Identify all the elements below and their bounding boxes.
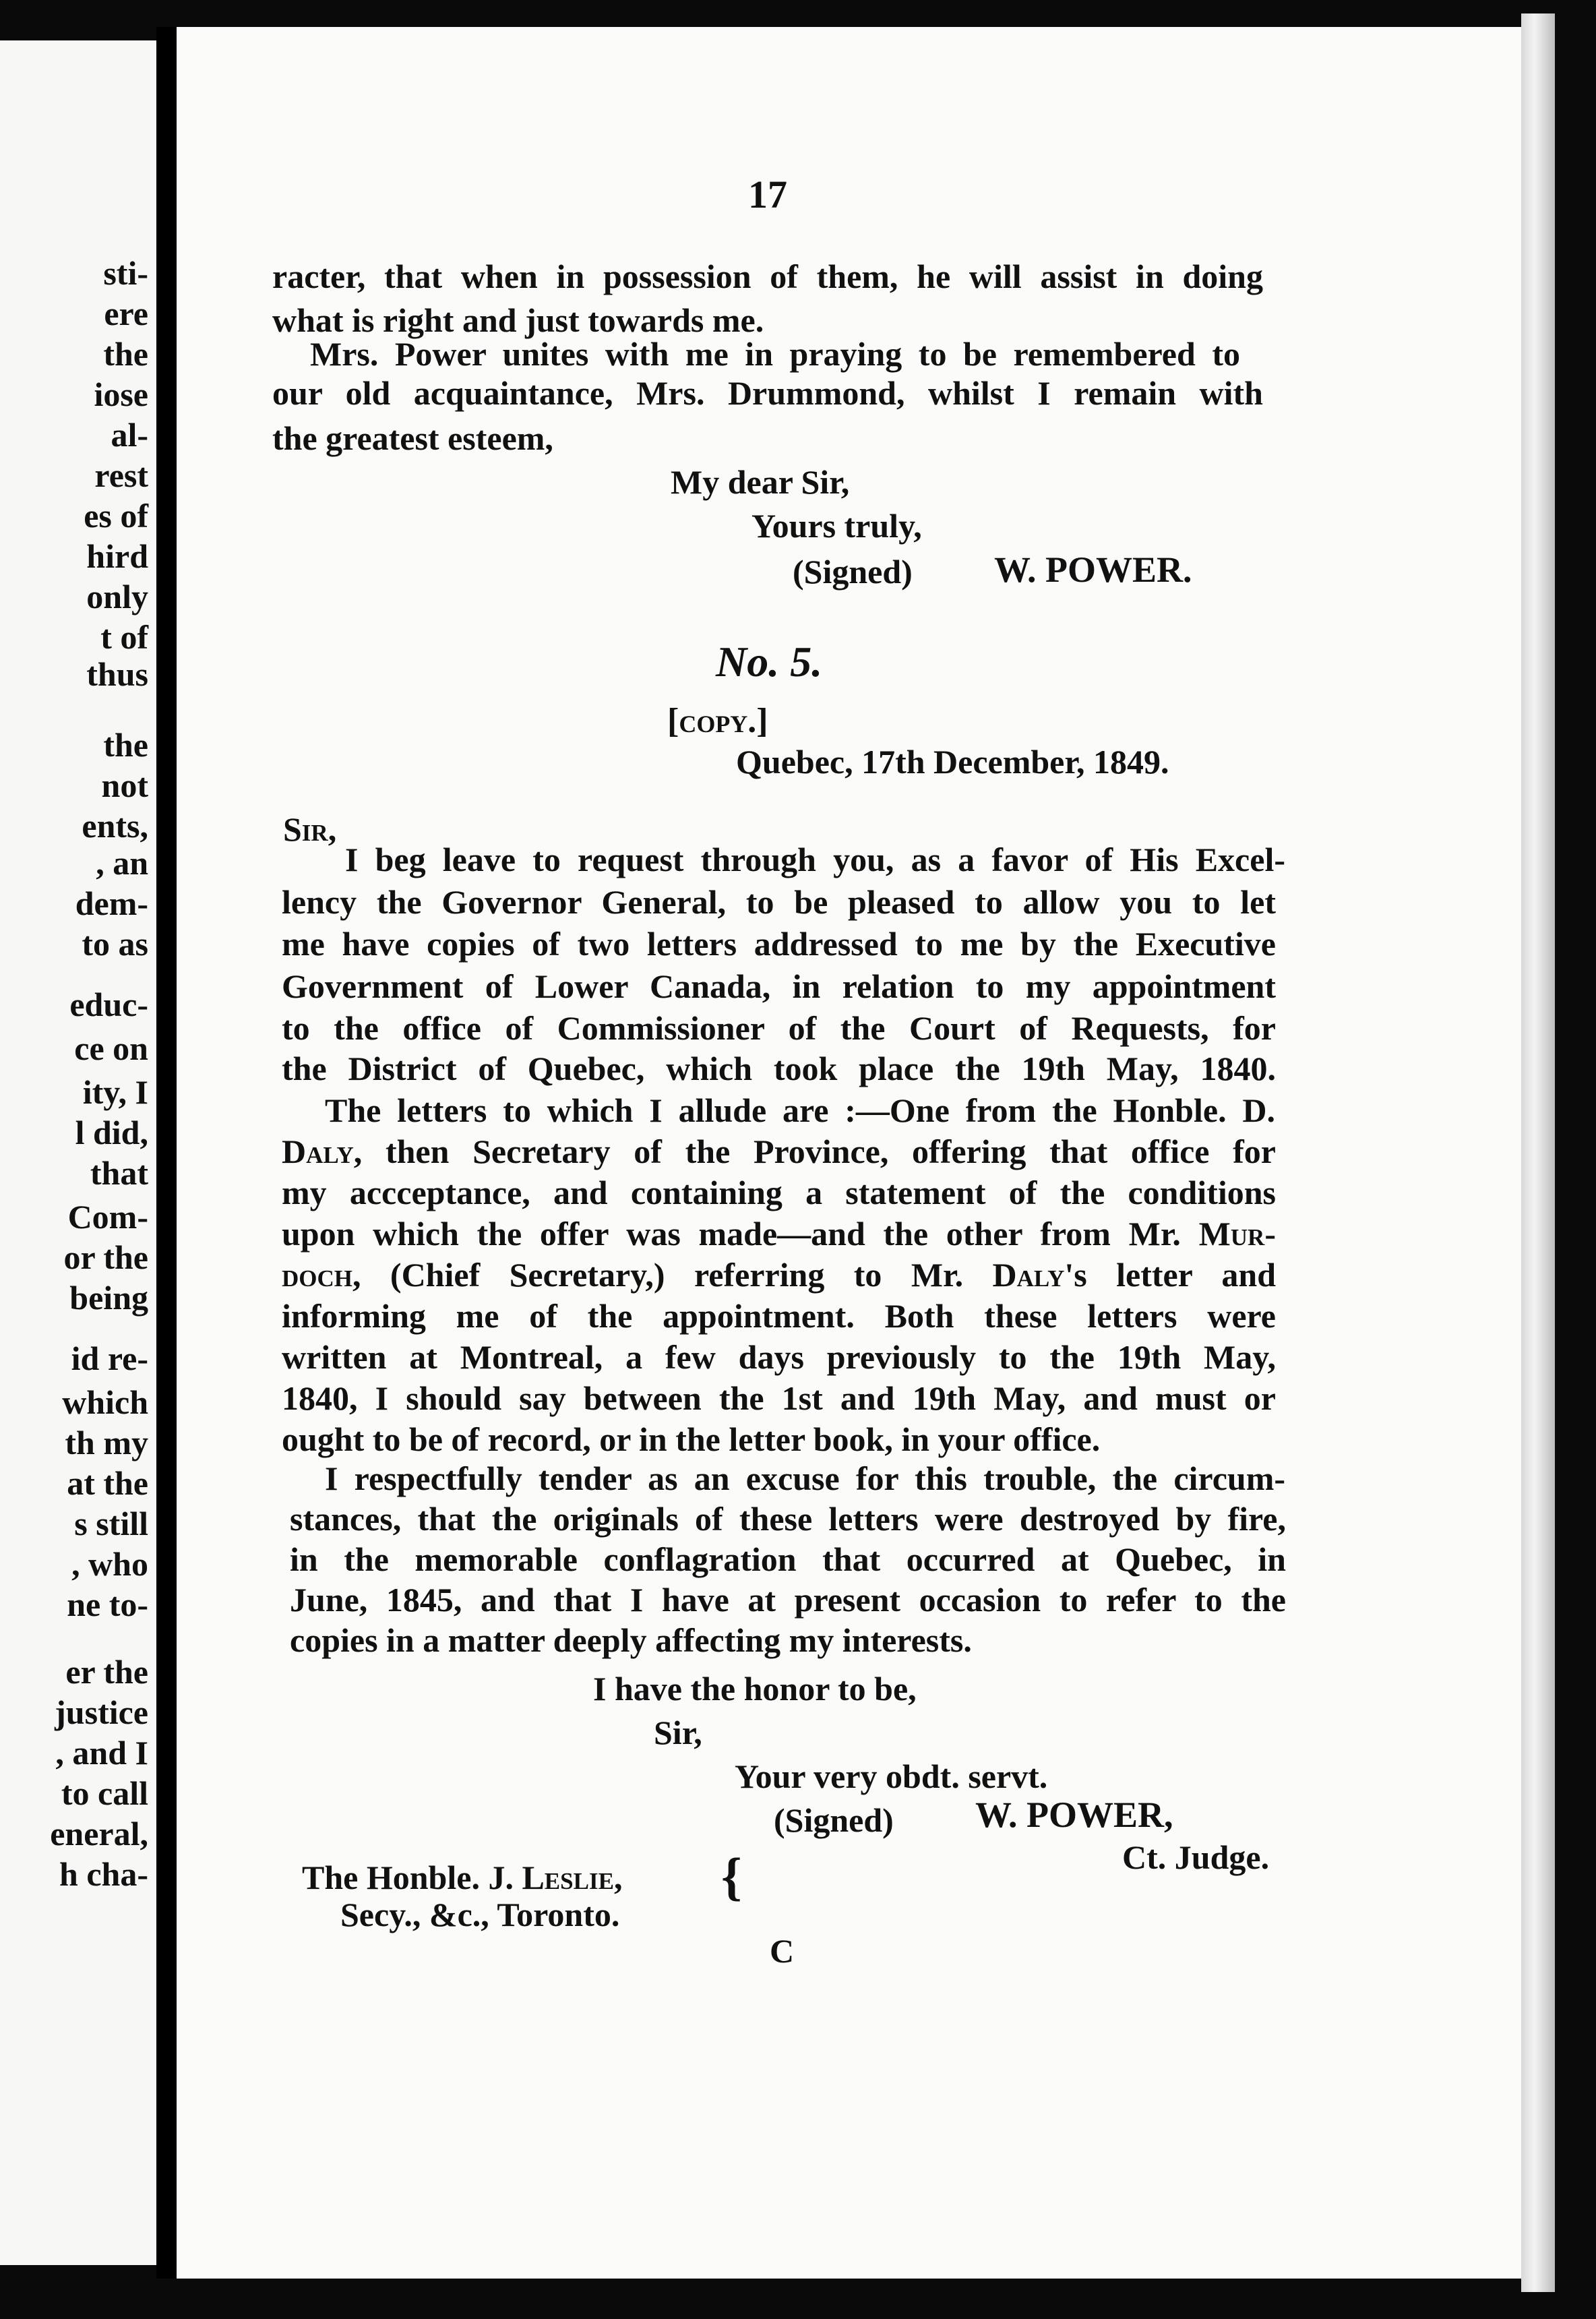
left-page-text-fragment: being [69, 1279, 148, 1317]
letter2-closing: Your very obdt. servt. [735, 1757, 1048, 1795]
paragraph2-line: 1840, I should say between the 1st and 19th May, and must or [282, 1379, 1276, 1417]
paragraph2-line [282, 1258, 1276, 1292]
addressee-line [302, 1861, 622, 1894]
left-page-text-fragment: not [101, 766, 148, 804]
left-page-text-fragment: which [62, 1383, 148, 1421]
letter2-signed: (Signed) [774, 1801, 894, 1839]
left-page-text-fragment: the [103, 335, 148, 373]
left-page-text-fragment: rest [94, 456, 148, 494]
left-page-text-fragment: t of [100, 618, 148, 656]
paragraph3-line: June, 1845, and that I have at present occasion to refer to the [290, 1581, 1286, 1619]
paragraph2-line: written at Montreal, a few days previously to the 19th May, [282, 1338, 1276, 1376]
paragraph2-text: , (Chief Secretary,) referring to Mr. [352, 1256, 993, 1294]
addressee-line: Secy., &c., Toronto. [340, 1896, 620, 1933]
left-page-text-fragment: or the [63, 1238, 148, 1276]
left-page-text-fragment: eneral, [50, 1815, 148, 1853]
paragraph2-text: upon which the offer was made—and the other from Mr. [282, 1215, 1199, 1253]
left-page-fragment [0, 40, 156, 2265]
paragraph1-line: I beg leave to request through you, as a favor of His Excel- [345, 841, 1285, 878]
letter1-body-line: our old acquaintance, Mrs. Drummond, whilst I remain with [272, 374, 1263, 412]
paragraph2-line: ought to be of record, or in the letter book, in your office. [282, 1420, 1101, 1458]
left-page-text-fragment: the [103, 726, 148, 764]
left-page-text-fragment: ne to- [67, 1586, 148, 1623]
left-page-text-fragment: th my [65, 1424, 148, 1462]
paragraph3-line: stances, that the originals of these letters were destroyed by fire, [290, 1500, 1286, 1538]
signatory-title: Ct. Judge. [1122, 1838, 1270, 1876]
paragraph2-text: 's letter and [1064, 1256, 1276, 1294]
left-page-text-fragment: only [86, 578, 148, 615]
left-page-text-fragment: iose [94, 375, 148, 413]
left-page-text-fragment: at the [67, 1464, 148, 1502]
paragraph1-line: me have copies of two letters addressed to me by the Executive [282, 925, 1276, 963]
paragraph1-line: lency the Governor General, to be pleased to allow you to let [282, 883, 1276, 921]
left-page-text-fragment: , an [96, 844, 148, 882]
left-page-text-fragment: thus [86, 655, 148, 693]
paragraph3-line: copies in a matter deeply affecting my interests. [290, 1621, 972, 1659]
letter1-body-line: the greatest esteem, [272, 419, 553, 457]
name-murdoch-part2: doch [282, 1256, 352, 1294]
left-page-text-fragment: al- [111, 416, 148, 454]
left-page-text-fragment: , and I [55, 1734, 148, 1772]
left-page-text-fragment: that [90, 1154, 148, 1192]
left-page-text-fragment: s still [74, 1505, 148, 1542]
left-page-text-fragment: er the [65, 1653, 148, 1691]
paragraph2-line: my accceptance, and containing a statement of the conditions [282, 1174, 1276, 1211]
left-page-text-fragment: l did, [75, 1114, 148, 1151]
left-page-text-fragment: to as [82, 925, 148, 963]
copy-label: [copy.] [667, 702, 768, 740]
letter1-closing: Yours truly, [751, 507, 922, 545]
left-page-text-fragment: to call [61, 1774, 148, 1812]
paragraph3-line: in the memorable conflagration that occurred at Quebec, in [290, 1540, 1286, 1578]
address-brace: { [721, 1847, 742, 1906]
paragraph3-line: I respectfully tender as an excuse for this trouble, the circum- [325, 1459, 1285, 1497]
letter1-signatory: W. POWER. [994, 549, 1192, 590]
letter1-body-line: what is right and just towards me. [272, 301, 764, 339]
left-page-text-fragment: id re- [71, 1339, 148, 1377]
signature-mark: C [770, 1932, 795, 1970]
name-murdoch-part1: Mur- [1198, 1215, 1276, 1253]
letter2-signatory: W. POWER, [975, 1795, 1173, 1835]
page-number: 17 [748, 173, 787, 216]
left-page-text-fragment: justice [55, 1693, 148, 1731]
left-page-text-fragment: , who [71, 1545, 148, 1583]
paragraph1-line: Government of Lower Canada, in relation to my appointment [282, 967, 1276, 1005]
name-leslie: Leslie [522, 1859, 614, 1896]
addressee-text: The Honble. J. [302, 1859, 522, 1896]
page-edge-strip [1521, 13, 1555, 2292]
left-page-text-fragment: Com- [67, 1198, 148, 1236]
left-page-text-fragment: sti- [103, 254, 148, 292]
letter1-body-line: Mrs. Power unites with me in praying to be remembered to [310, 335, 1240, 373]
left-page-text-fragment: ents, [82, 807, 148, 845]
letter1-body-line: racter, that when in possession of them, he will assist in doing [272, 258, 1263, 295]
left-page-text-fragment: ce on [74, 1029, 148, 1067]
letter1-signed: (Signed) [793, 553, 913, 591]
letter2-closing: I have the honor to be, [593, 1670, 917, 1708]
left-page-text-fragment: ere [104, 295, 148, 332]
paragraph2-line: informing me of the appointment. Both these letters were [282, 1297, 1276, 1335]
page-gutter [156, 27, 177, 2279]
paragraph2-line [282, 1217, 1276, 1251]
left-page-text-fragment: hird [86, 537, 148, 575]
paragraph2-line: The letters to which I allude are :—One from the Honble. D. [325, 1091, 1275, 1129]
addressee-text: , [613, 1859, 623, 1896]
left-page-text-fragment: ity, I [82, 1073, 148, 1111]
paragraph1-line: to the office of Commissioner of the Court of Requests, for [282, 1009, 1276, 1047]
paragraph1-line: the District of Quebec, which took place the 19th May, 1840. [282, 1050, 1276, 1087]
letter1-salutation: My dear Sir, [671, 463, 850, 501]
paragraph2-text: , then Secretary of the Province, offering that office for [353, 1133, 1276, 1170]
name-daly: Daly [992, 1256, 1065, 1294]
left-page-text-fragment: dem- [75, 884, 148, 922]
document-number-heading: No. 5. [716, 638, 823, 686]
left-page-text-fragment: es of [84, 497, 148, 535]
dateline: Quebec, 17th December, 1849. [736, 743, 1169, 781]
letter2-closing: Sir, [654, 1714, 702, 1751]
name-daly: Daly [282, 1133, 354, 1170]
paragraph2-line [282, 1135, 1276, 1168]
letter2-salutation: Sir, [283, 810, 337, 848]
left-page-text-fragment: h cha- [59, 1855, 148, 1893]
left-page-text-fragment: educ- [69, 986, 148, 1023]
